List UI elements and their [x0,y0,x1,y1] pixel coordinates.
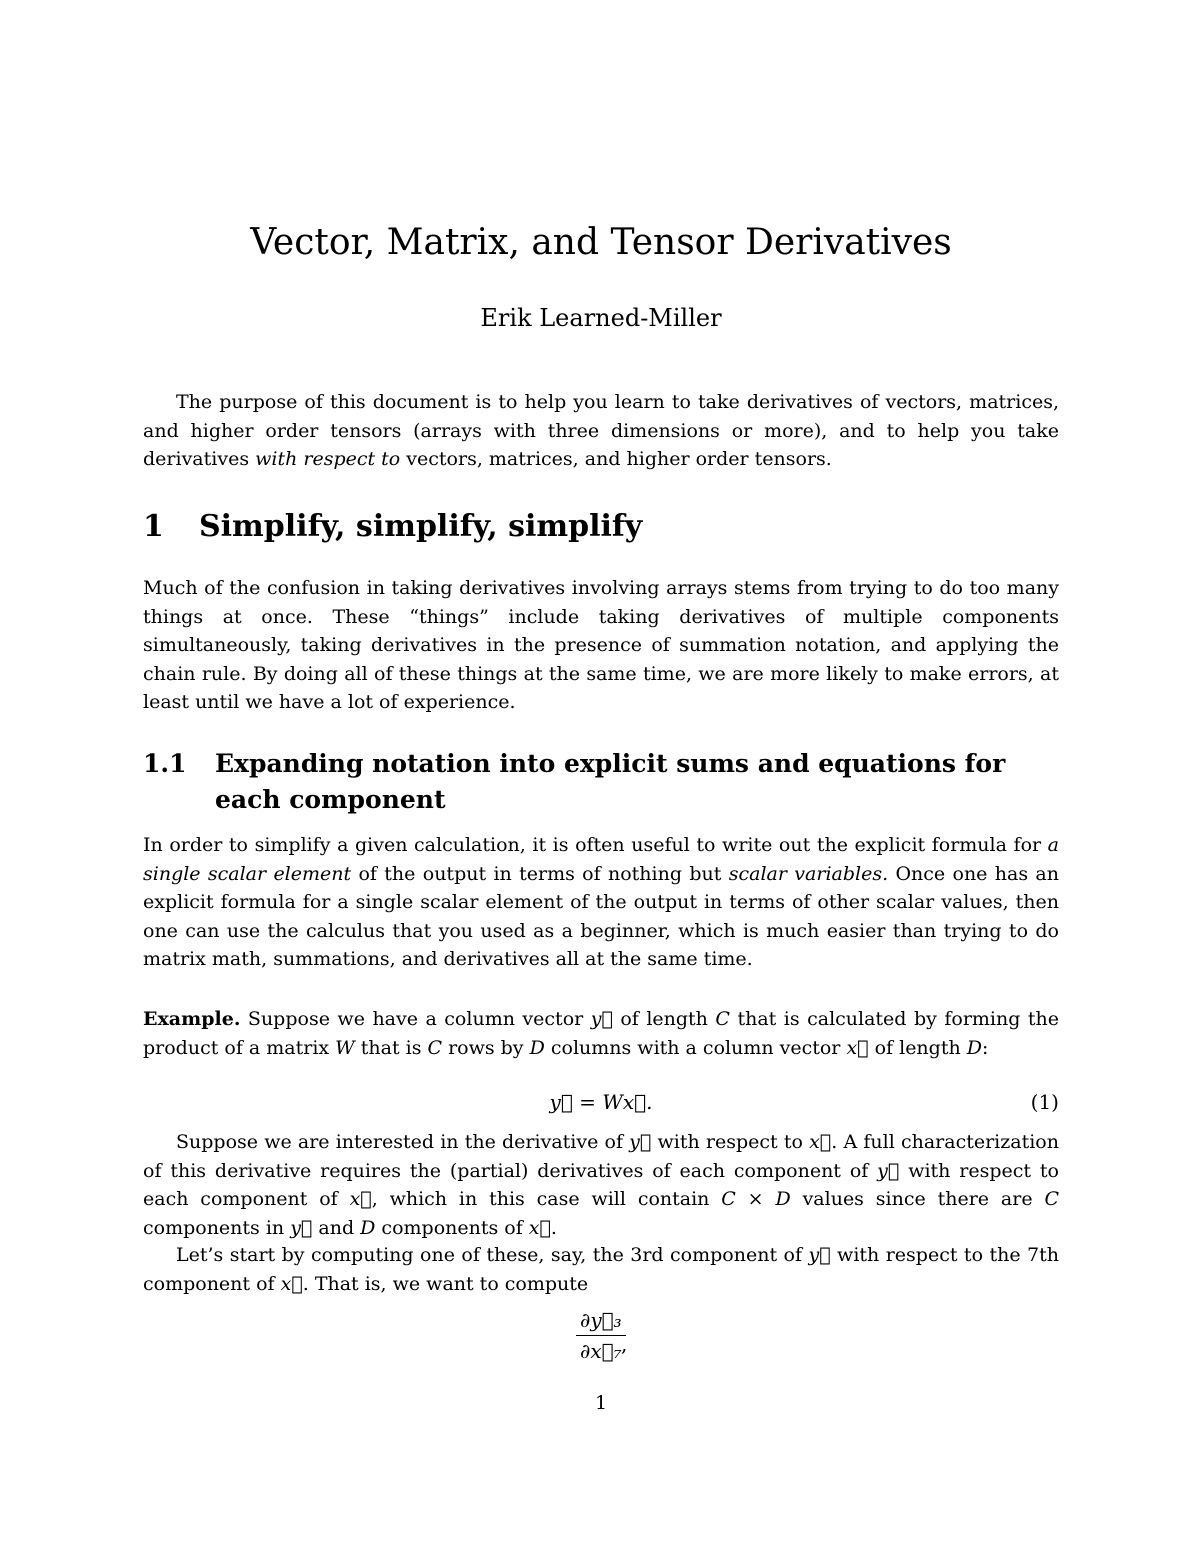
fraction-denominator: ∂x⃗₇ [580,1339,622,1363]
section-1-paragraph: Much of the confusion in taking derivatives involving arrays stems from trying to do too many things at once. These “things” include taking derivatives of multiple components simultaneously, taking derivatives in the presence of summation notation, and applying the chain rule. By doing all of these things at the same time, we are more likely to make errors, at least until we have a lot of experience. [143,577,1059,713]
section-1-heading [143,509,1059,544]
document-title: Vector, Matrix, and Tensor Derivatives [250,222,952,263]
section-1-1-heading [143,746,1059,818]
section-1-1-paragraph: In order to simplify a given calculation, it is often useful to write out the explicit formula for a single scalar element of the output in terms of nothing but scalar variables. Once one has an explicit formula for a single scalar element of the output in terms of other scalar values, then one can use the calculus that you used as a beginner, which is much easier than trying to do matrix math, summations, and derivatives all at the same time. [143,834,1059,970]
section-number: 1 [143,509,164,544]
equation-expression: y⃗ = Wx⃗. [549,1090,653,1114]
page-number: 1 [594,1392,608,1414]
section-title: Simplify, simplify, simplify [199,509,643,544]
subsection-number: 1.1 [143,749,187,778]
example-label: Example. [143,1008,241,1030]
fraction-bar [576,1335,626,1336]
equation-1 [143,1090,1059,1120]
subsection-title: Expanding notation into explicit sums and equations for each component [215,749,1006,814]
document-page [143,0,1059,1553]
fraction-trailing-comma: , [621,1332,628,1356]
document-author: Erik Learned-Miller [480,304,722,332]
component-paragraph: Let’s start by computing one of these, say, the 3rd component of y⃗ with respect to the 7th component of x⃗. That is, we want to compute [143,1244,1059,1295]
abstract-paragraph: The purpose of this document is to help you learn to take derivatives of vectors, matrices, and higher order tensors (arrays with three dimensions or more), and to help you take derivatives with respect to vectors, matrices, and higher order tensors. [143,391,1059,470]
equation-number: (1) [1030,1090,1059,1114]
fraction-numerator: ∂y⃗₃ [580,1308,622,1332]
example-paragraph: Example. Suppose we have a column vector y⃗ of length C that is calculated by forming the product of a matrix W that is C rows by D columns with a column vector x⃗ of length D: [143,1008,1060,1059]
derivative-paragraph: Suppose we are interested in the derivative of y⃗ with respect to x⃗. A full characterization of this derivative requires the (partial) derivatives of each component of y⃗ with respect to each component of x⃗, which in this case will contain C × D values since there are C components in y⃗ and D components of x⃗. [143,1131,1059,1239]
